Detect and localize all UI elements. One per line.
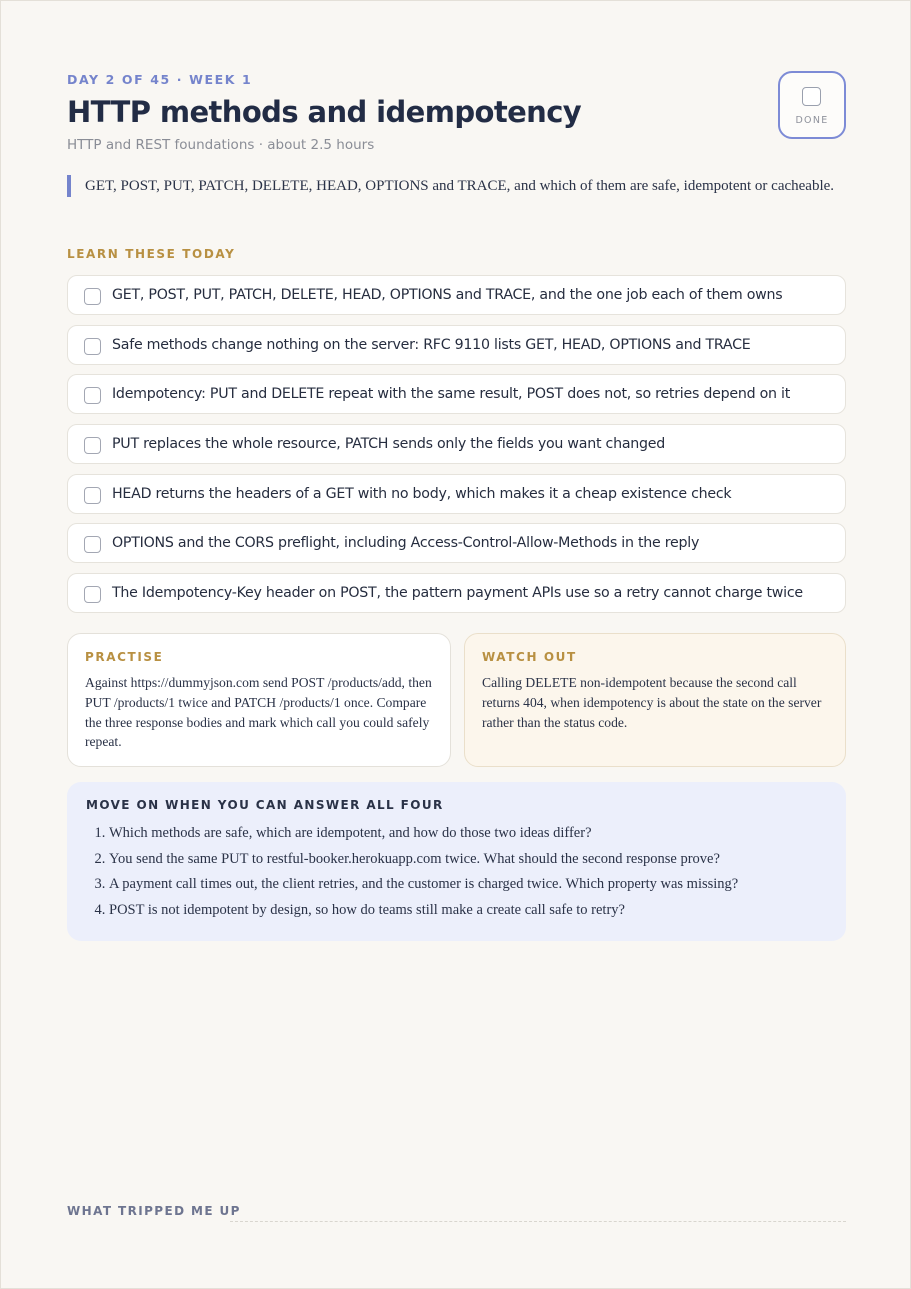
questions-label: MOVE ON WHEN YOU CAN ANSWER ALL FOUR: [86, 798, 444, 812]
learn-item-text: Idempotency: PUT and DELETE repeat with the same result, POST does not, so retries depend on it: [112, 386, 791, 403]
day-eyebrow: DAY 2 OF 45 · WEEK 1: [67, 72, 253, 87]
practise-label: PRACTISE: [85, 650, 164, 664]
learn-item-checkbox[interactable]: [84, 586, 101, 603]
question-item: 3. A payment call times out, the client retries, and the customer is charged twice. Which property was missing?: [109, 872, 827, 898]
topic-summary: GET, POST, PUT, PATCH, DELETE, HEAD, OPTIONS and TRACE, and which of them are safe, idempotent or cacheable.: [67, 175, 845, 197]
done-toggle[interactable]: [778, 71, 846, 139]
tripped-label: WHAT TRIPPED ME UP: [67, 1204, 241, 1218]
practise-body: Against https://dummyjson.com send POST /products/add, then PUT /products/1 twice and PATCH /products/1 once. Compare the three response bodies and mark which call you could safely repeat.: [85, 675, 432, 750]
learn-item[interactable]: [67, 424, 846, 464]
learn-item-text: The Idempotency-Key header on POST, the pattern payment APIs use so a retry cannot charge twice: [112, 585, 803, 602]
page-title: HTTP methods and idempotency: [67, 95, 582, 129]
learn-item-checkbox[interactable]: [84, 437, 101, 454]
learn-item-checkbox[interactable]: [84, 288, 101, 305]
learn-item[interactable]: [67, 474, 846, 514]
watch-out-label: WATCH OUT: [482, 650, 577, 664]
learn-item[interactable]: [67, 523, 846, 563]
learn-section-label: LEARN THESE TODAY: [67, 247, 236, 261]
questions-list: [86, 821, 827, 924]
question-item: 1. Which methods are safe, which are idempotent, and how do those two ideas differ?: [109, 821, 827, 847]
learn-item[interactable]: [67, 325, 846, 365]
learn-item-checkbox[interactable]: [84, 536, 101, 553]
learn-item-checkbox[interactable]: [84, 487, 101, 504]
checkpoint-questions: [67, 782, 846, 941]
done-checkbox[interactable]: [802, 87, 821, 106]
learn-item-text: HEAD returns the headers of a GET with no body, which makes it a cheap existence check: [112, 485, 732, 502]
question-item: 2. You send the same PUT to restful-booker.herokuapp.com twice. What should the second response prove?: [109, 847, 827, 873]
learn-item-checkbox[interactable]: [84, 387, 101, 404]
watch-out-card: [464, 633, 846, 767]
learn-item[interactable]: [67, 275, 846, 315]
watch-out-body: Calling DELETE non-idempotent because the second call returns 404, when idempotency is about the state on the server rather than the status code.: [482, 675, 822, 730]
done-label: DONE: [795, 115, 829, 126]
learn-item[interactable]: [67, 374, 846, 414]
tripped-notes-line[interactable]: [230, 1221, 846, 1222]
learn-item-text: OPTIONS and the CORS preflight, including Access-Control-Allow-Methods in the reply: [112, 535, 700, 552]
page-subtitle: HTTP and REST foundations · about 2.5 hours: [67, 137, 375, 153]
learn-item-text: Safe methods change nothing on the server: RFC 9110 lists GET, HEAD, OPTIONS and TRACE: [112, 336, 751, 353]
learn-item-text: PUT replaces the whole resource, PATCH sends only the fields you want changed: [112, 436, 665, 453]
learn-item[interactable]: [67, 573, 846, 613]
learn-item-checkbox[interactable]: [84, 338, 101, 355]
learn-item-text: GET, POST, PUT, PATCH, DELETE, HEAD, OPTIONS and TRACE, and the one job each of them owns: [112, 287, 783, 303]
question-item: 4. POST is not idempotent by design, so how do teams still make a create call safe to retry?: [109, 898, 827, 924]
practise-card: [67, 633, 451, 767]
learn-list: [67, 275, 846, 623]
